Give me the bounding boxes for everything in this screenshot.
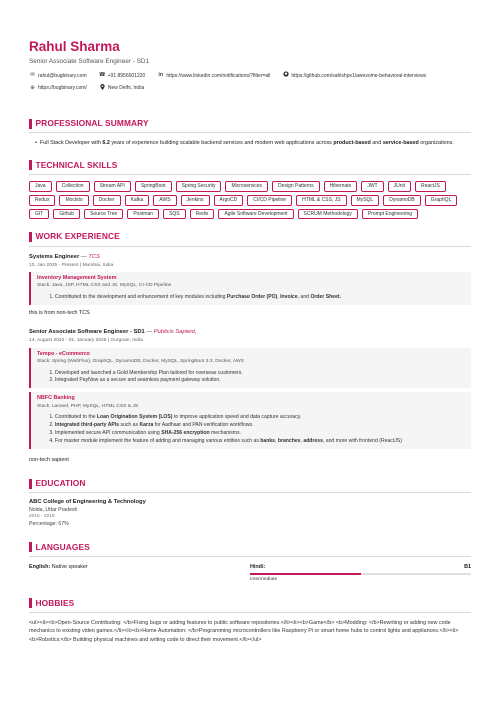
job-note: this is from non-tech TCS (29, 309, 90, 316)
skill-tag: JWT (361, 181, 383, 192)
section-marker (29, 542, 32, 552)
location-text: New Delhi, India (107, 85, 145, 92)
language-cefr: B1 (464, 564, 471, 571)
job-note: non-tech sapient (29, 456, 69, 463)
project-point: 1. Developed and launched a Gold Membership Plan tailored for overseas customers. (55, 370, 465, 377)
globe-icon: ⊕ (30, 84, 35, 91)
project-card (29, 348, 471, 389)
contact-location (99, 84, 144, 93)
language-list (29, 564, 471, 584)
section-marker (29, 479, 32, 489)
section-marker (29, 160, 32, 170)
language-english: English: Native speaker (29, 564, 88, 571)
skill-tag: Source Tree (84, 209, 123, 220)
skill-tag: ArgoCD (214, 195, 244, 206)
skill-tag: GIT (29, 209, 49, 220)
contact-list (29, 71, 471, 93)
skill-tag: Mockito (59, 195, 88, 206)
project-point: 3. Implemented secure API communication using SHA-256 encryption mechanisms. (55, 430, 465, 437)
hobbies-text: <ul><li><b>Open-Source Contributing: </b>Fixing bugs or adding features to public software repositories.</li><li><b>Game</b> <b>Modding: </b>Rewriting or adding new code mechanics to existing video games.</li><li><b>Home Automation: </b>Programming microcontrollers like Raspberry Pi or smart home hubs to control lights and appliances.</li><li><b>Robotics:</b> Building physical machines and writing code to direct their movement.</li></ul> (29, 620, 459, 643)
section-divider (29, 132, 471, 133)
linkedin-icon: in (158, 72, 164, 79)
resume-header (29, 40, 471, 93)
project-name: NBFC Banking (37, 395, 75, 402)
skill-tag: Java (29, 181, 52, 192)
skill-tag: SCRUM Methodology (298, 209, 358, 220)
section-title-summary: PROFESSIONAL SUMMARY (35, 118, 149, 129)
section-marker (29, 598, 32, 608)
language-level-bar (250, 573, 471, 575)
phone-icon: ☎ (98, 72, 106, 79)
phone-link[interactable]: +91 8956001220 (107, 72, 146, 79)
skill-tag: Jenkins (181, 195, 210, 206)
skill-tag: Github (53, 209, 80, 220)
job-meta: 14, August 2022 - 01, January 2025 | Gurgoan, India (29, 338, 143, 344)
contact-phone[interactable] (99, 71, 146, 80)
summary-section (29, 118, 471, 148)
section-marker (29, 232, 32, 242)
skill-tag: Redis (190, 209, 215, 220)
project-point: 4. For master module implement the feature of adding and managing various entities such as banks, branches, address, and more with frontend (ReactJS) (55, 438, 465, 445)
skill-tag: Design Patterns (272, 181, 320, 192)
project-points (55, 370, 465, 385)
skill-tag: AWS (153, 195, 176, 206)
email-link[interactable]: rahul@bugbinary.com (38, 72, 87, 79)
section-divider (29, 174, 471, 175)
mail-icon: ✉ (30, 72, 35, 79)
skill-tag: SpringBoot (135, 181, 172, 192)
contact-linkedin[interactable] (157, 71, 270, 80)
skill-tag: MySQL (351, 195, 380, 206)
section-divider (29, 612, 471, 613)
skill-tag: ReactJS (415, 181, 446, 192)
company-name: Publicis Sapient, (153, 329, 197, 336)
job-title: Systems Engineer — TCS (29, 253, 100, 260)
section-title-education: EDUCATION (35, 478, 86, 489)
language-level: Intermediate (250, 577, 278, 583)
language-hindi (250, 564, 471, 584)
school-name: ABC College of Engineering & Technology (29, 499, 146, 506)
company-name: TCS (88, 253, 100, 260)
project-card (29, 392, 471, 448)
github-icon (282, 71, 289, 80)
summary-text: • Full Stack Developer with 6.2 years of experience building scalable backend services and modern web applications across product-based and service-based organizations. (35, 139, 471, 147)
project-name: Tempo - eCommerce (37, 350, 90, 357)
section-title-experience: WORK EXPERIENCE (35, 231, 120, 242)
section-divider (29, 556, 471, 557)
hobbies-section (29, 598, 471, 644)
section-title-hobbies: HOBBIES (35, 597, 75, 608)
skill-tag: SQS (163, 209, 186, 220)
language-name: Hindi: (250, 564, 266, 571)
skill-tag: Collection (56, 181, 90, 192)
experience-section (29, 231, 471, 464)
language-level-fill (250, 573, 361, 575)
job-entry (29, 329, 471, 448)
project-point: 1. Contributed to the Loan Origination System (LOS) to improve application speed and data capture accuracy. (55, 414, 465, 421)
skill-tag: HTML & CSS, JS (296, 195, 346, 206)
project-card (29, 272, 471, 305)
contact-email[interactable] (29, 71, 87, 80)
skill-tag: Microservices (225, 181, 268, 192)
location-pin-icon (99, 84, 106, 93)
project-points (55, 414, 465, 445)
skill-tag: Docker (93, 195, 121, 206)
candidate-role: Senior Associate Software Engineer - SD1 (29, 57, 150, 65)
section-divider (29, 492, 471, 493)
github-link[interactable]: https://github.com/sahishpx1/awesome-behavioral-interviews (291, 72, 427, 79)
skill-tags (29, 181, 471, 219)
job-entry (29, 254, 471, 305)
school-score: Percentage: 67% (29, 520, 69, 527)
project-stack: Stack: Laravel, PHP, MySQL, HTML CSS & JS (37, 403, 139, 409)
languages-section (29, 542, 471, 584)
skill-tag: CI/CD Pipeline (247, 195, 292, 206)
skill-tag: Agile Software Development (218, 209, 293, 220)
project-name: Inventory Management System (37, 275, 117, 282)
section-marker (29, 119, 32, 129)
contact-github[interactable] (282, 71, 426, 80)
skill-tag: Hibernate (324, 181, 358, 192)
skill-tag: Stream API (94, 181, 131, 192)
skill-tag: Spring Security (176, 181, 222, 192)
project-point: 2. Integrated PayNow as a secure and seamless payment gateway solution. (55, 377, 465, 384)
skill-tag: Postman (127, 209, 159, 220)
education-section (29, 478, 471, 528)
skill-tag: DynamoDB (383, 195, 421, 206)
skills-section (29, 160, 471, 220)
school-years: 2015 - 2019 (29, 514, 55, 520)
project-points (55, 294, 465, 301)
skill-tag: JUnit (388, 181, 411, 192)
website-link[interactable]: https://bugbinary.com/ (38, 85, 87, 92)
project-stack: Stack: Spring (WebFlux), GraphQL, DynamoDB, Docker, MySQL, SpringBoot 3.3, Docker, AWS (37, 358, 244, 364)
skill-tag: Prompt Engineering (362, 209, 418, 220)
section-title-languages: LANGUAGES (35, 541, 90, 552)
job-title: Senior Associate Software Engineer - SD1 — Publicis Sapient, (29, 329, 197, 336)
skill-tag: Redux (29, 195, 55, 206)
linkedin-link[interactable]: https://www.linkedin.com/notifications/?filter=all (166, 72, 271, 79)
school-location: Noida, Uttar Pradesh (29, 507, 78, 514)
skill-tag: Kafka (125, 195, 150, 206)
skill-tag: GraphQL (425, 195, 458, 206)
project-stack: Stack: Java, JSP, HTML CSS and JS, MySQL, CI-CD Pipeline (37, 283, 172, 289)
candidate-name: Rahul Sharma (29, 39, 120, 54)
contact-website[interactable] (29, 84, 87, 93)
section-title-skills: TECHNICAL SKILLS (35, 159, 118, 170)
section-divider (29, 246, 471, 247)
project-point: 1. Contributed to the development and enhancement of key modules including Purchase Order (PO), Invoice, and Order Sheet. (55, 294, 465, 301)
project-point: 2. Integrated third-party APIs such as Karza for Aadhaar and PAN verification workflows. (55, 422, 465, 429)
job-meta: 10, Jan 2025 - Present | Mumbai, India (29, 262, 114, 268)
